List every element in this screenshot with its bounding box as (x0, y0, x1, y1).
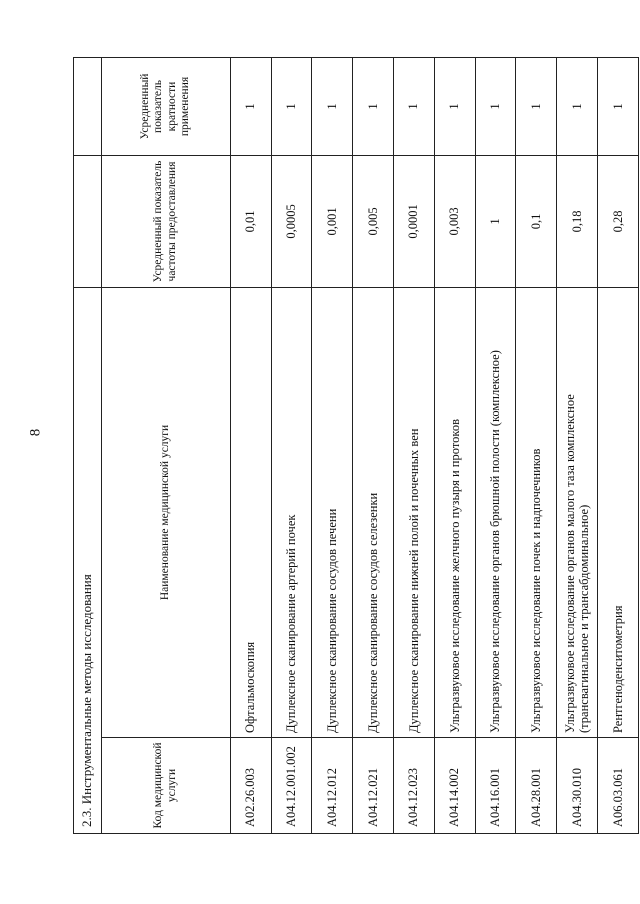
frequency-value: 0,005 (353, 155, 394, 287)
table-row (394, 57, 435, 833)
service-code: A04.12.021 (353, 738, 394, 834)
service-name: Ультразвуковое исследование органов малого таза комплексное (трансвагинальное и трансабдоминальное) (557, 287, 598, 737)
services-table (73, 57, 639, 834)
frequency-value: 0,0001 (394, 155, 435, 287)
table-row (271, 57, 312, 833)
service-code: A04.12.012 (312, 738, 353, 834)
frequency-value: 0,0005 (271, 155, 312, 287)
service-code: A04.12.001.002 (271, 738, 312, 834)
section-row (74, 57, 102, 833)
service-name: Ультразвуковое исследование желчного пузыря и протоков (434, 287, 475, 737)
service-name: Ультразвуковое исследование органов брюшной полости (комплексное) (475, 287, 516, 737)
frequency-value: 0,003 (434, 155, 475, 287)
frequency-value: 0,01 (230, 155, 271, 287)
service-code: A04.28.001 (516, 738, 557, 834)
table-row (598, 57, 639, 833)
multiplicity-value: 1 (557, 57, 598, 155)
column-header-name: Наименование медицинской услуги (101, 287, 230, 737)
service-code: A04.14.002 (434, 738, 475, 834)
table-row (516, 57, 557, 833)
multiplicity-value: 1 (271, 57, 312, 155)
table-row (434, 57, 475, 833)
service-code: A06.03.061 (598, 738, 639, 834)
service-code: A04.30.010 (557, 738, 598, 834)
table-row (312, 57, 353, 833)
table-row (230, 57, 271, 833)
multiplicity-value: 1 (394, 57, 435, 155)
column-header-code: Код медицинской услуги (101, 738, 230, 834)
service-code: A02.26.003 (230, 738, 271, 834)
service-name: Рентгеноденситометрия (598, 287, 639, 737)
multiplicity-value: 1 (230, 57, 271, 155)
column-header-frequency: Усредненный показатель частоты предоставления (101, 155, 230, 287)
multiplicity-value: 1 (598, 57, 639, 155)
service-name: Дуплексное сканирование нижней полой и почечных вен (394, 287, 435, 737)
table-row (557, 57, 598, 833)
page-number: 8 (27, 428, 44, 437)
frequency-value: 0,001 (312, 155, 353, 287)
section-row-empty-cell (74, 155, 102, 287)
service-code: A04.12.023 (394, 738, 435, 834)
services-table-frame (73, 58, 639, 834)
multiplicity-value: 1 (434, 57, 475, 155)
frequency-value: 1 (475, 155, 516, 287)
service-name: Ультразвуковое исследование почек и надпочечников (516, 287, 557, 737)
table-row (353, 57, 394, 833)
section-row-empty-cell (74, 57, 102, 155)
frequency-value: 0,1 (516, 155, 557, 287)
column-header-multiplicity: Усредненный показатель кратности применения (101, 57, 230, 155)
service-name: Офтальмоскопия (230, 287, 271, 737)
multiplicity-value: 1 (353, 57, 394, 155)
service-name: Дуплексное сканирование артерий почек (271, 287, 312, 737)
service-name: Дуплексное сканирование сосудов селезенки (353, 287, 394, 737)
service-code: A04.16.001 (475, 738, 516, 834)
section-title: 2.3. Инструментальные методы исследования (74, 287, 102, 833)
multiplicity-value: 1 (312, 57, 353, 155)
multiplicity-value: 1 (475, 57, 516, 155)
table-row (475, 57, 516, 833)
service-name: Дуплексное сканирование сосудов печени (312, 287, 353, 737)
frequency-value: 0,18 (557, 155, 598, 287)
multiplicity-value: 1 (516, 57, 557, 155)
header-row (101, 57, 230, 833)
frequency-value: 0,28 (598, 155, 639, 287)
